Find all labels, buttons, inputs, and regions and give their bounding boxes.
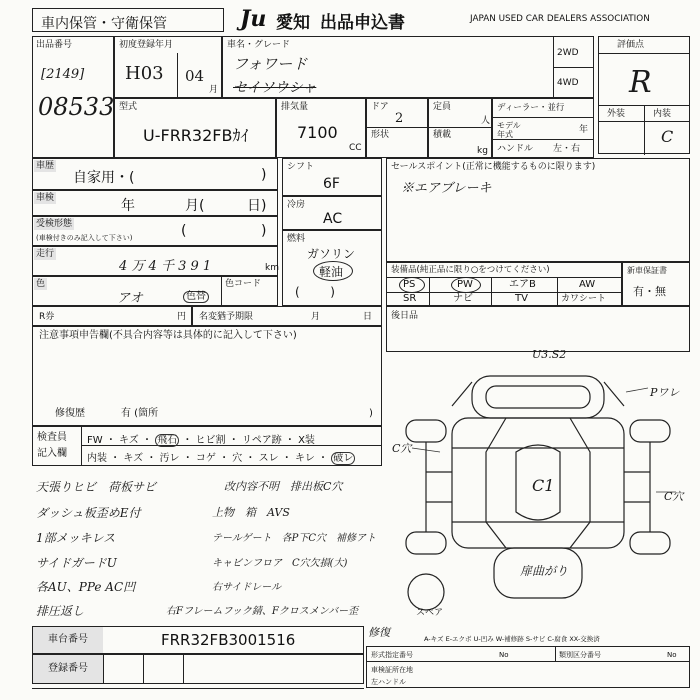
displacement-label: 排気量: [281, 102, 309, 112]
equip-airbag: エアB: [509, 279, 536, 290]
ac-value: AC: [323, 211, 343, 227]
acceptance-label: 受検形態: [36, 219, 73, 229]
repair-history-value: 有 (箇所: [121, 408, 159, 419]
inspection-box: [32, 190, 278, 216]
shift-label: シフト: [287, 162, 315, 172]
first-registration-label: 初度登録年月: [119, 40, 174, 50]
displacement-box: [276, 98, 366, 158]
diagram-right-note: Pワレ: [650, 386, 680, 399]
shift-box: [282, 158, 382, 196]
month-unit: 月: [209, 85, 219, 95]
color-label: 色: [36, 279, 46, 289]
lot-number-label: 出品番号: [36, 40, 73, 50]
inspector-note-10: キャビンフロア C穴欠損(大): [212, 558, 348, 569]
mileage-value: 4 万 4 千 3 9 1: [119, 259, 212, 274]
later-items-box: [386, 306, 690, 352]
association-name: JAPAN USED CAR DEALERS ASSOCIATION: [470, 14, 650, 24]
recycle-label: R券: [39, 312, 55, 322]
interior-label: 内装: [653, 109, 672, 119]
load-unit: kg: [477, 146, 488, 156]
model-label: 型式: [119, 102, 138, 112]
capacity-label: 定員: [433, 102, 452, 112]
insp-wear: スレ: [258, 453, 279, 464]
history-box: [32, 158, 278, 190]
handle-value: 左・右: [553, 144, 581, 154]
color-code-label: 色コード: [225, 279, 262, 289]
displacement-unit: CC: [349, 143, 362, 153]
car-name: フォワード: [233, 55, 308, 73]
insp-scratch: キズ: [119, 435, 139, 446]
model-year-unit: 年: [579, 125, 589, 135]
warranty-label: 新車保証書: [627, 266, 667, 275]
owner-location-label: 車検証所在地: [371, 666, 413, 674]
acceptance-note: (車検付きのみ記入して下さい): [36, 234, 133, 242]
mileage-unit: km: [265, 263, 279, 273]
inspector-note-2: ダッシュ板歪めE付: [36, 506, 141, 520]
model-year-label: モデル年式: [497, 121, 521, 139]
color-value: アオ: [117, 291, 143, 306]
doors-value: 2: [395, 111, 404, 126]
inspection-month-unit: 月(: [185, 198, 205, 214]
drive-4wd: 4WD: [557, 78, 579, 88]
grade-score: R: [629, 65, 652, 100]
inspector-note-7: 改内容不明 排出板C穴: [224, 480, 343, 493]
damage-code-legend: A-キズ E-エクボ U-凹み W-補修跡 S-サビ C-腐食 XX-交換済: [424, 635, 600, 643]
selling-points-label: セールスポイント(正常に機能するものに限ります): [391, 162, 596, 172]
fuel-box: [282, 230, 382, 306]
model-value: U-FRR32FBｶｲ: [143, 126, 249, 145]
spare-label: スペア: [416, 608, 444, 618]
history-value: 自家用・(: [73, 170, 135, 186]
dealer-label: ディーラー・並行: [497, 103, 565, 113]
acceptance-box: [32, 216, 278, 246]
inspector-box: [32, 426, 382, 466]
diagram-top-note: U3.S2: [532, 348, 567, 361]
load-label: 積載: [433, 130, 452, 140]
equipment-box: [386, 262, 622, 306]
equip-tv: TV: [515, 293, 528, 304]
owner-note: 左ハンドル: [371, 678, 406, 686]
equip-sr: SR: [403, 293, 417, 304]
insp-repair: リペア跡: [241, 435, 282, 446]
grade-label: 評価点: [617, 40, 645, 50]
inspector-note-12: 右Fフレームフック錆、Fクロスメンバー歪: [166, 606, 359, 617]
insp-fw: FW: [87, 435, 103, 446]
diagram-center-note: C1: [532, 476, 555, 495]
drive-2wd: 2WD: [557, 48, 579, 58]
repair-legend-mark: 修復: [368, 626, 390, 639]
registration-label: 登録番号: [33, 655, 103, 683]
name-change-label: 名変猶予期限: [199, 312, 254, 322]
insp-int-scratch: キズ: [123, 453, 144, 464]
exterior-label: 外装: [607, 109, 626, 119]
inspector-note-9: テールゲート 各P下C穴 補修アト: [212, 533, 376, 544]
equipment-label: 装備品(純正品に限り○をつけてください): [391, 265, 550, 275]
no-label-1: No: [499, 651, 509, 659]
history-label: 車歴: [36, 161, 55, 171]
equip-aw: AW: [579, 279, 596, 290]
mileage-box: [32, 246, 278, 276]
insp-burn: コゲ: [195, 453, 216, 464]
shift-value: 6F: [323, 176, 340, 192]
car-name-box: [222, 36, 594, 98]
equip-ps: PS: [403, 279, 416, 290]
bottom-strip: [32, 688, 364, 700]
inspector-notes: [36, 472, 386, 622]
history-close: ): [261, 167, 267, 183]
diagram-bottom-note: 扉曲がり: [520, 564, 569, 578]
lot-number-box: [32, 36, 114, 158]
chassis-label: 車台番号: [33, 627, 103, 653]
equip-pw: PW: [457, 279, 473, 290]
recycle-unit: 円: [177, 312, 187, 322]
storage-label: 車内保管・守衛保管: [41, 16, 167, 32]
shape-label: 形状: [371, 130, 390, 140]
inspector-note-3: 1部メッキレス: [36, 531, 116, 545]
class-number-label: 類別区分番号: [559, 651, 601, 659]
ac-label: 冷房: [287, 200, 306, 210]
lot-number: 08533: [38, 93, 115, 121]
inspection-year-unit: 年: [121, 198, 135, 214]
no-label-2: No: [667, 651, 677, 659]
inspection-day-unit: 日): [247, 198, 267, 214]
first-registration-year: H03: [125, 63, 164, 84]
inspector-note-5: 各AU、PPe AC凹: [36, 580, 136, 594]
ju-logo-mark: Ju: [240, 6, 267, 32]
fuel-other: ( ): [295, 285, 335, 299]
handle-label: ハンドル: [497, 144, 534, 154]
model-box: [114, 98, 276, 158]
registration-box: [32, 654, 364, 684]
mileage-label: 走行: [36, 249, 55, 259]
later-items-label: 後日品: [391, 311, 419, 321]
insp-interior: 内装: [87, 453, 107, 464]
notes-box: [32, 326, 382, 426]
name-change-box: [192, 306, 382, 326]
acceptance-open: (: [181, 223, 187, 239]
inspector-note-11: 右サイドレール: [212, 582, 282, 593]
name-change-day: 日: [363, 312, 373, 322]
grade-box: [598, 36, 690, 154]
first-registration-month: 04: [185, 67, 205, 85]
fuel-diesel: 軽油: [319, 265, 344, 279]
inspector-note-4: サイドガードU: [36, 556, 117, 570]
color-change: 色替: [183, 291, 209, 303]
inspector-label-2: 記入欄: [37, 448, 67, 459]
car-grade: セイソウシャ: [233, 80, 317, 96]
capacity-box: [428, 98, 492, 158]
displacement-value: 7100: [297, 123, 338, 142]
chassis-number: FRR32FB3001516: [161, 631, 296, 649]
storage-label-box: [32, 8, 224, 32]
ju-logo-text: 愛知: [276, 13, 310, 33]
diagram-right-side-note: C穴: [664, 490, 684, 503]
insp-tear: 破レ: [333, 453, 354, 464]
inspector-row-2: 内装 ・ キズ ・ 汚レ ・ コゲ ・ 穴 ・ スレ ・ キレ ・ 破レ: [87, 453, 354, 464]
insp-chip: 飛石: [157, 435, 178, 446]
inspector-note-1: 天張りヒビ 荷板サビ: [36, 480, 157, 494]
insp-hole: 穴: [232, 453, 243, 464]
insp-x: X装: [298, 435, 315, 446]
inspector-row-1: FW ・ キズ ・ 飛石 ・ ヒビ割 ・ リペア跡 ・ X装: [87, 435, 315, 446]
notes-label: 注意事項申告欄(不具合内容等は具体的に記入して下さい): [39, 330, 297, 341]
ac-box: [282, 196, 382, 230]
selling-points-box: [386, 158, 690, 262]
interior-score: C: [661, 127, 674, 146]
car-name-label: 車名・グレード: [227, 40, 291, 50]
recycle-box: [32, 306, 192, 326]
fuel-gasoline: ガソリン: [307, 247, 356, 261]
acceptance-close: ): [261, 223, 267, 239]
name-change-month: 月: [311, 312, 321, 322]
chassis-box: [32, 626, 364, 654]
fuel-label: 燃料: [287, 234, 306, 244]
doors-box: [366, 98, 428, 158]
diagram-left-note: C穴: [392, 442, 412, 455]
warranty-value: 有・無: [633, 285, 666, 298]
spec-number-box: [366, 646, 690, 688]
insp-dirt: 汚レ: [159, 453, 180, 464]
type-designation-label: 形式指定番号: [371, 651, 413, 659]
doors-label: ドア: [371, 102, 389, 112]
equip-leather: カワシート: [561, 294, 607, 304]
selling-points-value: ※エアブレーキ: [401, 181, 492, 196]
insp-crack: ヒビ割: [195, 435, 226, 446]
form-title: 出品申込書: [320, 13, 405, 33]
first-registration-box: [114, 36, 222, 98]
lot-sub-number: [2149]: [41, 67, 85, 82]
warranty-box: [622, 262, 690, 306]
inspector-note-8: 上物 箱 AVS: [212, 506, 290, 519]
capacity-unit: 人: [481, 116, 491, 126]
inspector-label-1: 検査員: [37, 432, 67, 443]
repair-history-label: 修復歴: [55, 408, 85, 419]
equip-navi: ナビ: [453, 293, 473, 304]
inspector-note-6: 排圧返し: [36, 604, 85, 618]
insp-cut: キレ: [294, 453, 315, 464]
repair-history-close: ): [369, 408, 373, 419]
inspection-label: 車検: [36, 193, 55, 203]
dealer-info-box: [492, 98, 594, 158]
color-box: [32, 276, 278, 306]
